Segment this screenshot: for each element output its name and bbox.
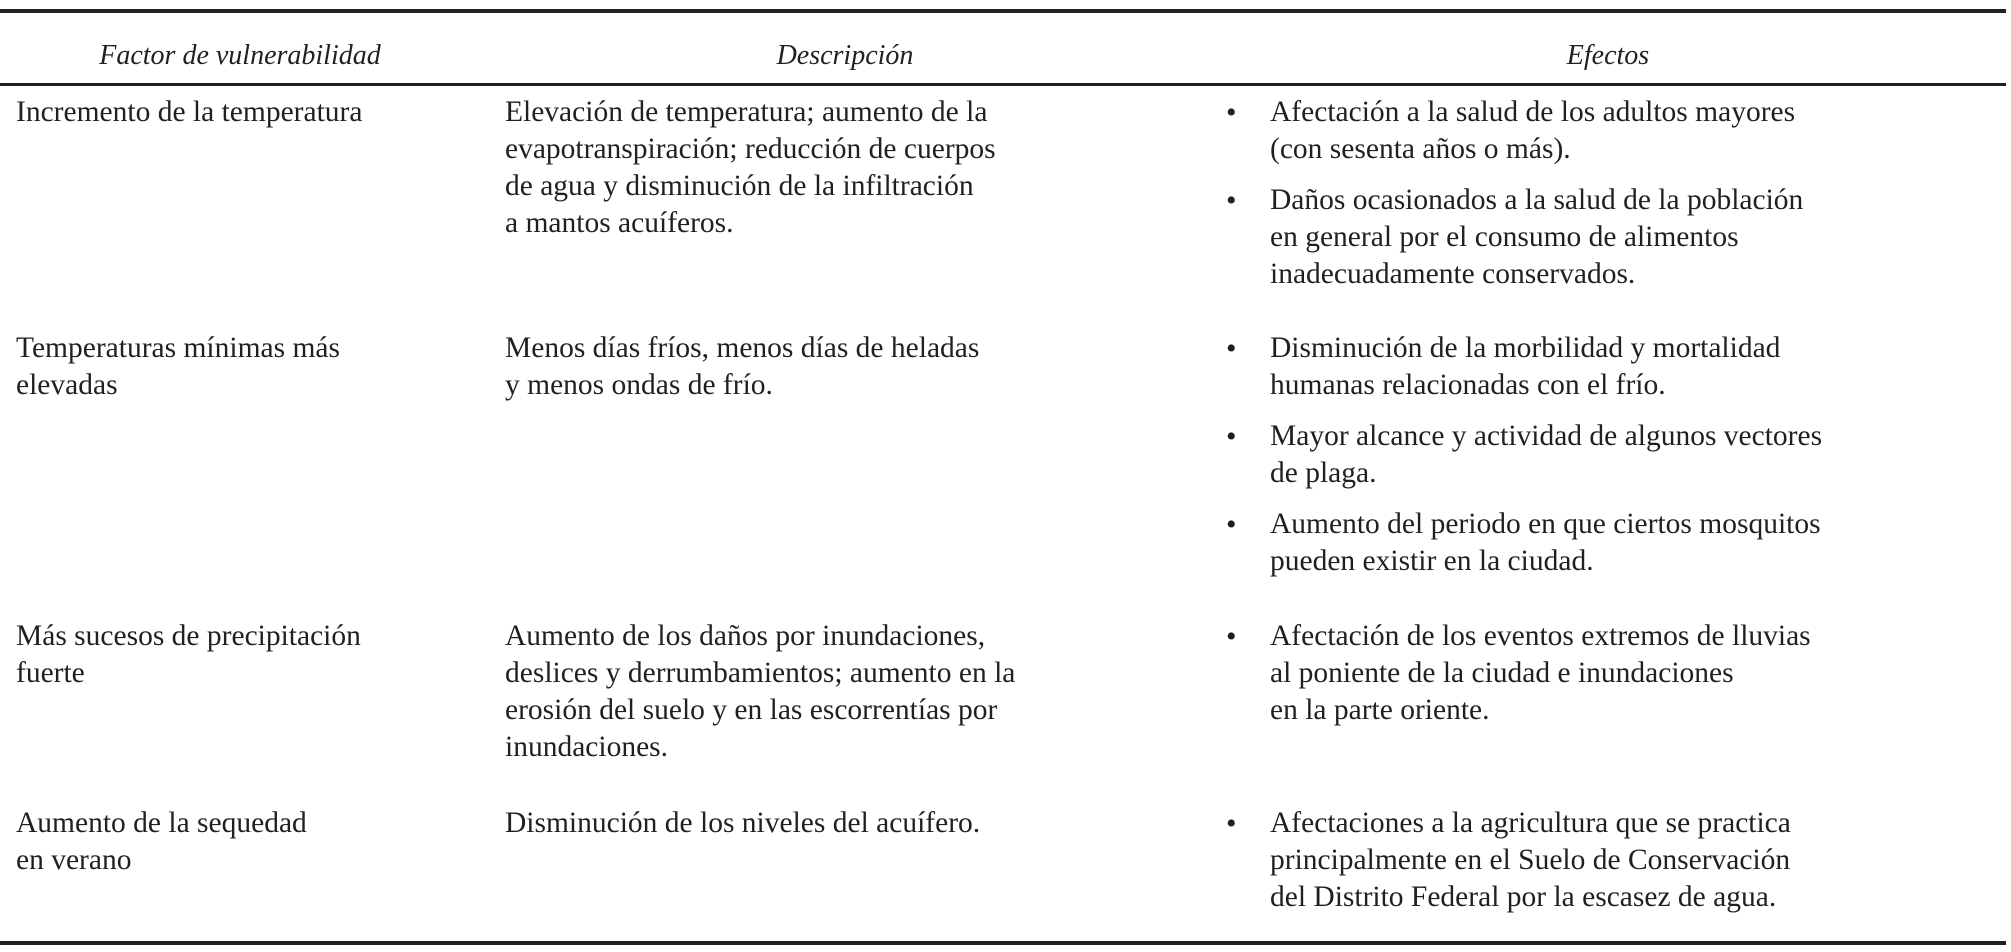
effect-text	[1270, 506, 2002, 580]
bullet-icon: •	[1226, 96, 1237, 129]
bullet-icon: •	[1226, 420, 1237, 453]
text-line: en verano	[16, 844, 132, 876]
header-descripcion: Descripción	[776, 40, 914, 71]
text-line: evapotranspiración; reducción de cuerpos	[505, 133, 996, 165]
text-line: de agua y disminución de la infiltración	[505, 170, 974, 202]
text-line: Incremento de la temperatura	[16, 96, 363, 128]
header-efectos: Efectos	[1566, 40, 1650, 71]
header-rule	[0, 83, 2006, 86]
bullet-icon: •	[1226, 184, 1237, 217]
text-line: Disminución de la morbilidad y mortalidad	[1270, 332, 1781, 364]
bullet-icon: •	[1226, 620, 1237, 653]
text-line: Elevación de temperatura; aumento de la	[505, 96, 988, 128]
bullet-icon: •	[1226, 807, 1237, 840]
cell-descripcion	[505, 805, 1125, 842]
bullet-icon: •	[1226, 508, 1237, 541]
cell-efectos	[1222, 94, 2002, 307]
text-line: Afectación de los eventos extremos de lluvias	[1270, 620, 1811, 652]
effect-text	[1270, 94, 2002, 168]
text-line: erosión del suelo y en las escorrentías por	[505, 694, 998, 726]
effect-text	[1270, 182, 2002, 293]
list-item	[1222, 182, 2002, 293]
text-line: en la parte oriente.	[1270, 694, 1490, 726]
list-item	[1222, 618, 2002, 729]
cell-factor	[16, 618, 486, 692]
effect-text	[1270, 418, 2002, 492]
effect-text	[1270, 618, 2002, 729]
text-line: de plaga.	[1270, 457, 1377, 489]
text-line: Aumento de la sequedad	[16, 807, 307, 839]
text-line: fuerte	[16, 657, 85, 689]
cell-descripcion	[505, 330, 1125, 404]
text-line: y menos ondas de frío.	[505, 369, 773, 401]
text-line: del Distrito Federal por la escasez de agua.	[1270, 881, 1777, 913]
cell-efectos	[1222, 330, 2002, 594]
text-line: Menos días fríos, menos días de heladas	[505, 332, 980, 364]
cell-efectos	[1222, 805, 2002, 930]
text-line: Temperaturas mínimas más	[16, 332, 340, 364]
table-top-rule	[0, 9, 2006, 13]
header-factor: Factor de vulnerabilidad	[99, 40, 381, 71]
list-item	[1222, 506, 2002, 580]
text-line: (con sesenta años o más).	[1270, 133, 1571, 165]
text-line: al poniente de la ciudad e inundaciones	[1270, 657, 1734, 689]
efectos-list	[1222, 618, 2002, 729]
bullet-icon: •	[1226, 332, 1237, 365]
text-line: humanas relacionadas con el frío.	[1270, 369, 1666, 401]
list-item	[1222, 418, 2002, 492]
text-line: Afectación a la salud de los adultos mayores	[1270, 96, 1796, 128]
text-line: Disminución de los niveles del acuífero.	[505, 807, 981, 839]
cell-factor	[16, 94, 486, 131]
text-line: principalmente en el Suelo de Conservación	[1270, 844, 1791, 876]
efectos-list	[1222, 94, 2002, 293]
effect-text	[1270, 805, 2002, 916]
text-line: Afectaciones a la agricultura que se practica	[1270, 807, 1791, 839]
cell-descripcion	[505, 94, 1125, 242]
text-line: inadecuadamente conservados.	[1270, 258, 1636, 290]
text-line: pueden existir en la ciudad.	[1270, 545, 1594, 577]
cell-descripcion	[505, 618, 1125, 766]
cell-factor	[16, 330, 486, 404]
text-line: a mantos acuíferos.	[505, 207, 734, 239]
text-line: inundaciones.	[505, 731, 669, 763]
table-bottom-rule	[0, 941, 2006, 945]
text-line: elevadas	[16, 369, 118, 401]
list-item	[1222, 805, 2002, 916]
text-line: Más sucesos de precipitación	[16, 620, 361, 652]
efectos-list	[1222, 330, 2002, 580]
cell-efectos	[1222, 618, 2002, 743]
efectos-list	[1222, 805, 2002, 916]
text-line: Aumento de los daños por inundaciones,	[505, 620, 986, 652]
effect-text	[1270, 330, 2002, 404]
text-line: Daños ocasionados a la salud de la población	[1270, 184, 1804, 216]
list-item	[1222, 330, 2002, 404]
list-item	[1222, 94, 2002, 168]
text-line: Aumento del periodo en que ciertos mosquitos	[1270, 508, 1821, 540]
text-line: deslices y derrumbamientos; aumento en la	[505, 657, 1016, 689]
cell-factor	[16, 805, 486, 879]
text-line: en general por el consumo de alimentos	[1270, 221, 1739, 253]
text-line: Mayor alcance y actividad de algunos vectores	[1270, 420, 1823, 452]
